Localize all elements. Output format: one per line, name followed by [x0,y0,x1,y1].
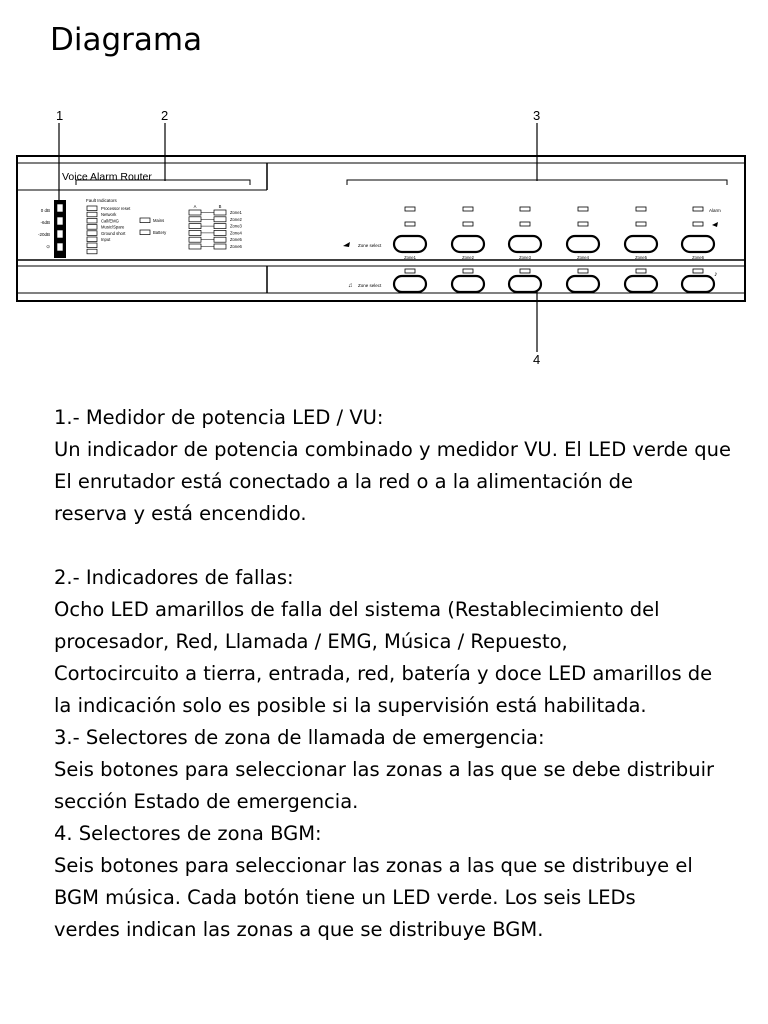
zone-fault-label: Zone2 [230,216,242,222]
section-2 [54,562,768,722]
section-line: verdes indican las zonas a que se distribuye BGM. [54,918,544,941]
zone-led [693,207,703,211]
fault-led [87,206,97,211]
fault-led [87,249,97,254]
emg-zone-label: Zone4 [577,255,589,260]
zone-fault-led-b [214,237,226,242]
section-heading: 4. Selectores de zona BGM: [54,822,322,845]
fault-label: Music/Spare [101,224,125,230]
bgm-zone-led [578,269,588,273]
section-heading: 1.- Medidor de potencia LED / VU: [54,406,384,429]
zone-led [520,207,530,211]
power-label: Battery [153,230,167,235]
emergency-icon [712,222,718,227]
voice-alarm-router-diagram [0,100,768,375]
alarm-label: Alarm [709,208,721,213]
emergency-icon [343,242,350,247]
section-line: reserva y está encendido. [54,502,307,525]
emg-zone-button[interactable] [509,236,541,252]
emg-zone-select-label: Zone select [358,243,382,248]
zone-fault-label: Zone6 [230,244,242,249]
section-line: El enrutador está conectado a la red o a la alimentación de [54,470,634,493]
bgm-zone-selectors [348,269,718,292]
fault-led [87,231,97,236]
vu-led [57,204,63,212]
section-3 [54,722,768,818]
bgm-zone-led [636,269,646,273]
section-line: Ocho LED amarillos de falla del sistema (Restablecimiento del [54,598,660,621]
vu-label: 0 dB [40,208,50,213]
zone-fault-led-b [214,210,226,215]
music-icon: ♪ [714,271,718,278]
section-4 [54,818,768,946]
bgm-zone-button[interactable] [682,276,714,292]
section-1 [54,402,768,530]
bgm-zone-button[interactable] [567,276,599,292]
vu-label: -6dB [40,220,50,225]
zone-fault-led-a [189,237,201,242]
emg-zone-label: Zone2 [462,255,474,260]
zone-fault-label: Zone1 [230,210,242,215]
zone-led [405,222,415,226]
zone-led [578,207,588,211]
bgm-zone-button[interactable] [452,276,484,292]
zone-led [636,207,646,211]
emg-zone-label: Zone3 [519,255,531,260]
zone-fault-led-a [189,224,201,229]
bgm-zone-led [405,269,415,273]
zone-fault-label: Zone3 [230,223,242,229]
fault-label: Network [101,212,117,218]
music-icon: ♫ [348,283,353,289]
emg-zone-button[interactable] [682,236,714,252]
zone-led [520,222,530,226]
bgm-zone-led [693,269,703,273]
zone-fault-led-a [189,217,201,222]
zone-fault-led-a [189,210,201,215]
emg-zone-button[interactable] [567,236,599,252]
zone-fault-led-b [214,244,226,249]
column-header-b: B [218,204,222,209]
section-line: sección Estado de emergencia. [54,790,359,813]
fault-label: Call/EMG [101,218,119,224]
fault-label: Input [101,237,111,242]
callout-1: 1 [56,108,64,123]
emg-zone-label: Zone1 [404,255,416,260]
emg-zone-label: Zone5 [635,255,647,260]
bgm-zone-select-label: Zone select [358,283,382,288]
zone-led [463,222,473,226]
bgm-zone-button[interactable] [394,276,426,292]
fault-led [87,243,97,248]
zone-fault-led-b [214,224,226,229]
section-line: Seis botones para seleccionar las zonas a las que se distribuye el [54,854,693,877]
vu-label: -20dB [37,232,50,237]
section-line: Cortocircuito a tierra, entrada, red, batería y doce LED amarillos de [54,662,713,685]
fault-led [87,237,97,242]
zone-fault-led-b [214,217,226,222]
page-title: Diagrama [50,22,203,58]
callout-4: 4 [533,352,541,367]
zone-led [463,207,473,211]
section-line: BGM música. Cada botón tiene un LED verde. Los seis LEDs [54,886,636,909]
zone-fault-led-a [189,230,201,235]
callout-3: 3 [533,108,541,123]
fault-label: Processor reset [101,206,131,211]
emg-zone-label: Zone6 [692,255,704,260]
zone-led [636,222,646,226]
zone-led [578,222,588,226]
power-led [140,230,150,235]
column-header-a: A [193,204,197,209]
emergency-zone-selectors [343,207,721,260]
fault-indicators-left [87,206,131,254]
section-heading: 2.- Indicadores de fallas: [54,566,294,589]
zone-led [405,207,415,211]
callout-2: 2 [161,108,169,123]
bgm-zone-led [463,269,473,273]
section-heading: 3.- Selectores de zona de llamada de emergencia: [54,726,545,749]
zone-led [693,222,703,226]
power-led [140,218,150,223]
zone-fault-label: Zone5 [230,237,242,243]
zone-fault-label: Zone4 [230,230,242,236]
bgm-zone-button[interactable] [625,276,657,292]
fault-indicators-power [140,218,167,235]
emg-zone-button[interactable] [625,236,657,252]
device-label: Voice Alarm Router [62,171,152,183]
vu-led [57,243,63,251]
bgm-zone-button[interactable] [509,276,541,292]
emg-zone-button[interactable] [394,236,426,252]
power-label: Mains [153,218,165,223]
fault-led [87,218,97,223]
fault-label: Ground short [101,230,126,236]
section-line: Un indicador de potencia combinado y medidor VU. El LED verde que [54,438,731,461]
fault-led [87,225,97,230]
section-line: la indicación solo es posible si la supervisión está habilitada. [54,694,647,717]
zone-fault-indicators [189,204,243,249]
vu-led [57,230,63,238]
section-line: Seis botones para seleccionar las zonas a las que se debe distribuir [54,758,715,781]
section-line: procesador, Red, Llamada / EMG, Música / Repuesto, [54,630,568,653]
fault-led [87,212,97,217]
zone-fault-led-b [214,230,226,235]
fault-indicators-title: Fault Indicators [86,198,117,203]
vu-led [57,217,63,225]
emg-zone-button[interactable] [452,236,484,252]
zone-fault-led-a [189,244,201,249]
description [54,402,768,946]
bgm-zone-led [520,269,530,273]
vu-label: ⊙ [46,244,50,249]
vu-meter [38,200,66,258]
